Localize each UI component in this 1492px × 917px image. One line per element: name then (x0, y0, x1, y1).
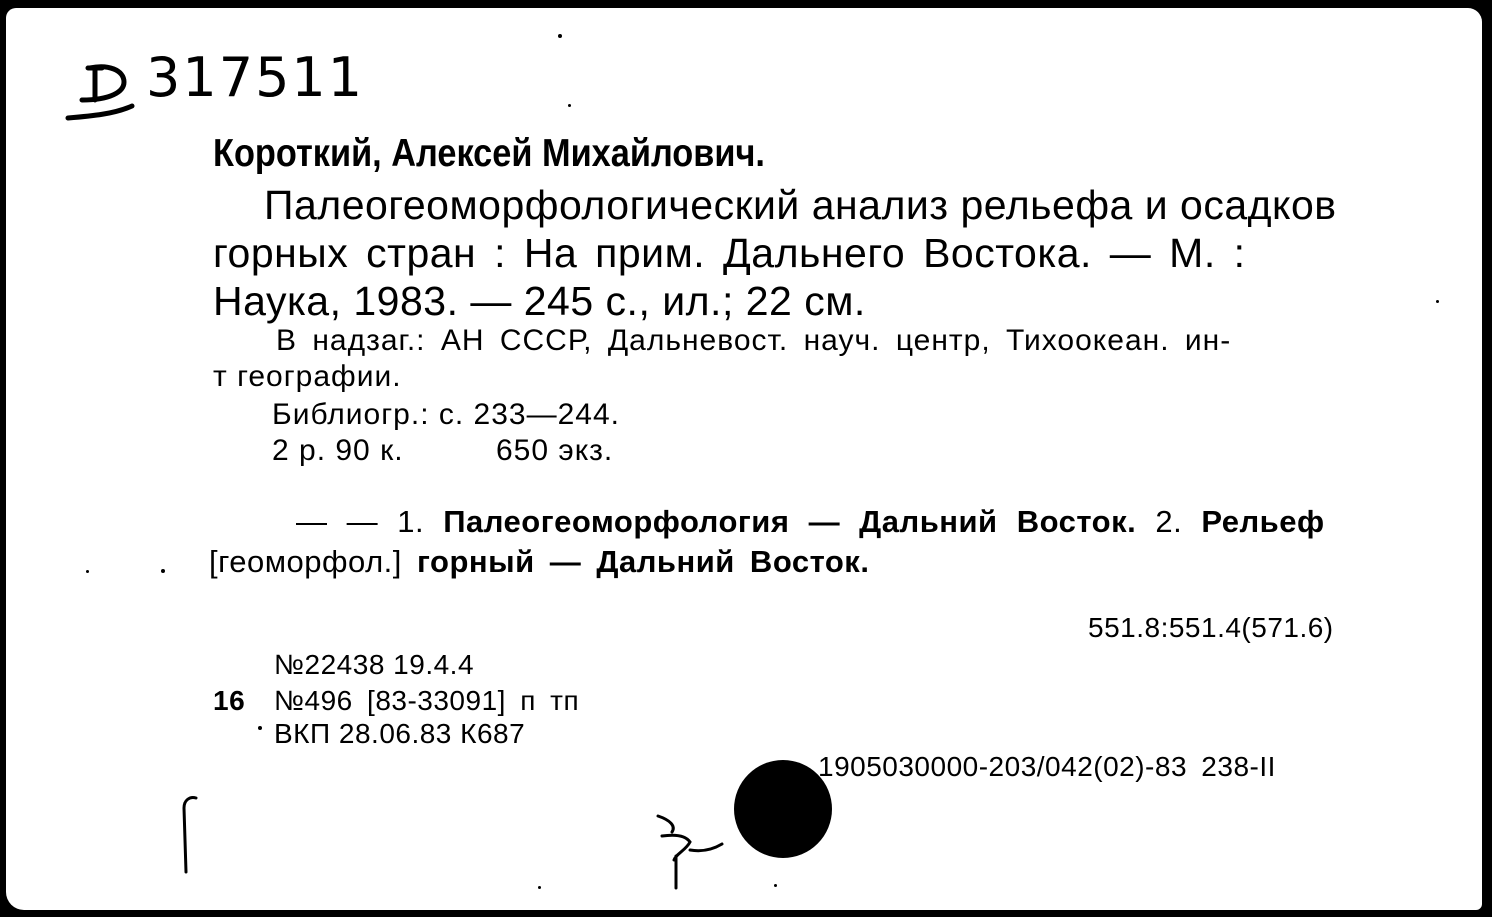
subject-term-1: Палеогеоморфология (443, 504, 790, 539)
title-line-1: Палеогеоморфологический анализ рельефа и осадков (264, 182, 1337, 228)
subject-term-2: Рельеф (1201, 504, 1325, 539)
isbn-code: 1905030000-203/042(02)-83 238-II (818, 751, 1276, 782)
handwritten-mark-left (174, 788, 204, 878)
speck (161, 569, 165, 573)
note-line-2: т географии. (213, 360, 402, 393)
subject-geo-2: — Дальний Восток. (549, 544, 870, 579)
title-line-2: горных стран : На прим. Дальнего Востока. — М. : (213, 230, 1246, 276)
title-line-3: Наука, 1983. — 245 с., ил.; 22 см. (213, 278, 866, 324)
bibliography-note: Библиогр.: с. 233—244. (272, 398, 620, 431)
subject-line-1 (296, 504, 1325, 540)
registry-line-2: №496 [83-33091] п тп (274, 685, 580, 716)
price: 2 р. 90 к. (272, 434, 404, 467)
note-line-1: В надзаг.: АН СССР, Дальневост. науч. центр, Тихоокеан. ин- (276, 324, 1232, 357)
subject-line-2 (209, 544, 869, 580)
subject-term-2-sub: горный (417, 544, 535, 579)
registry-line-1: №22438 19.4.4 (274, 649, 475, 680)
copies-count: 650 экз. (496, 434, 614, 467)
udc-classification: 551.8:551.4(571.6) (1088, 612, 1334, 643)
registry-line-3: ВКП 28.06.83 К687 (274, 718, 526, 749)
subject-prefix: — — 1. (296, 504, 425, 539)
speck (558, 34, 562, 38)
registry-line-2-number: 16 (213, 685, 246, 716)
speck (774, 884, 777, 887)
handwritten-d-mark (62, 56, 142, 136)
subject-qualifier: [геоморфол.] (209, 544, 402, 579)
punch-hole (734, 760, 832, 858)
catalog-card (6, 8, 1482, 910)
subject-number-2: 2. (1155, 504, 1183, 539)
speck (538, 886, 541, 889)
author-heading: Короткий, Алексей Михайлович. (213, 132, 765, 175)
subject-geo-1: — Дальний Восток. (808, 504, 1137, 539)
handwritten-mark-center (646, 806, 736, 896)
speck (86, 570, 89, 573)
speck (258, 726, 262, 730)
call-number: 317511 (146, 46, 365, 109)
speck (1436, 300, 1439, 303)
speck (568, 104, 571, 107)
